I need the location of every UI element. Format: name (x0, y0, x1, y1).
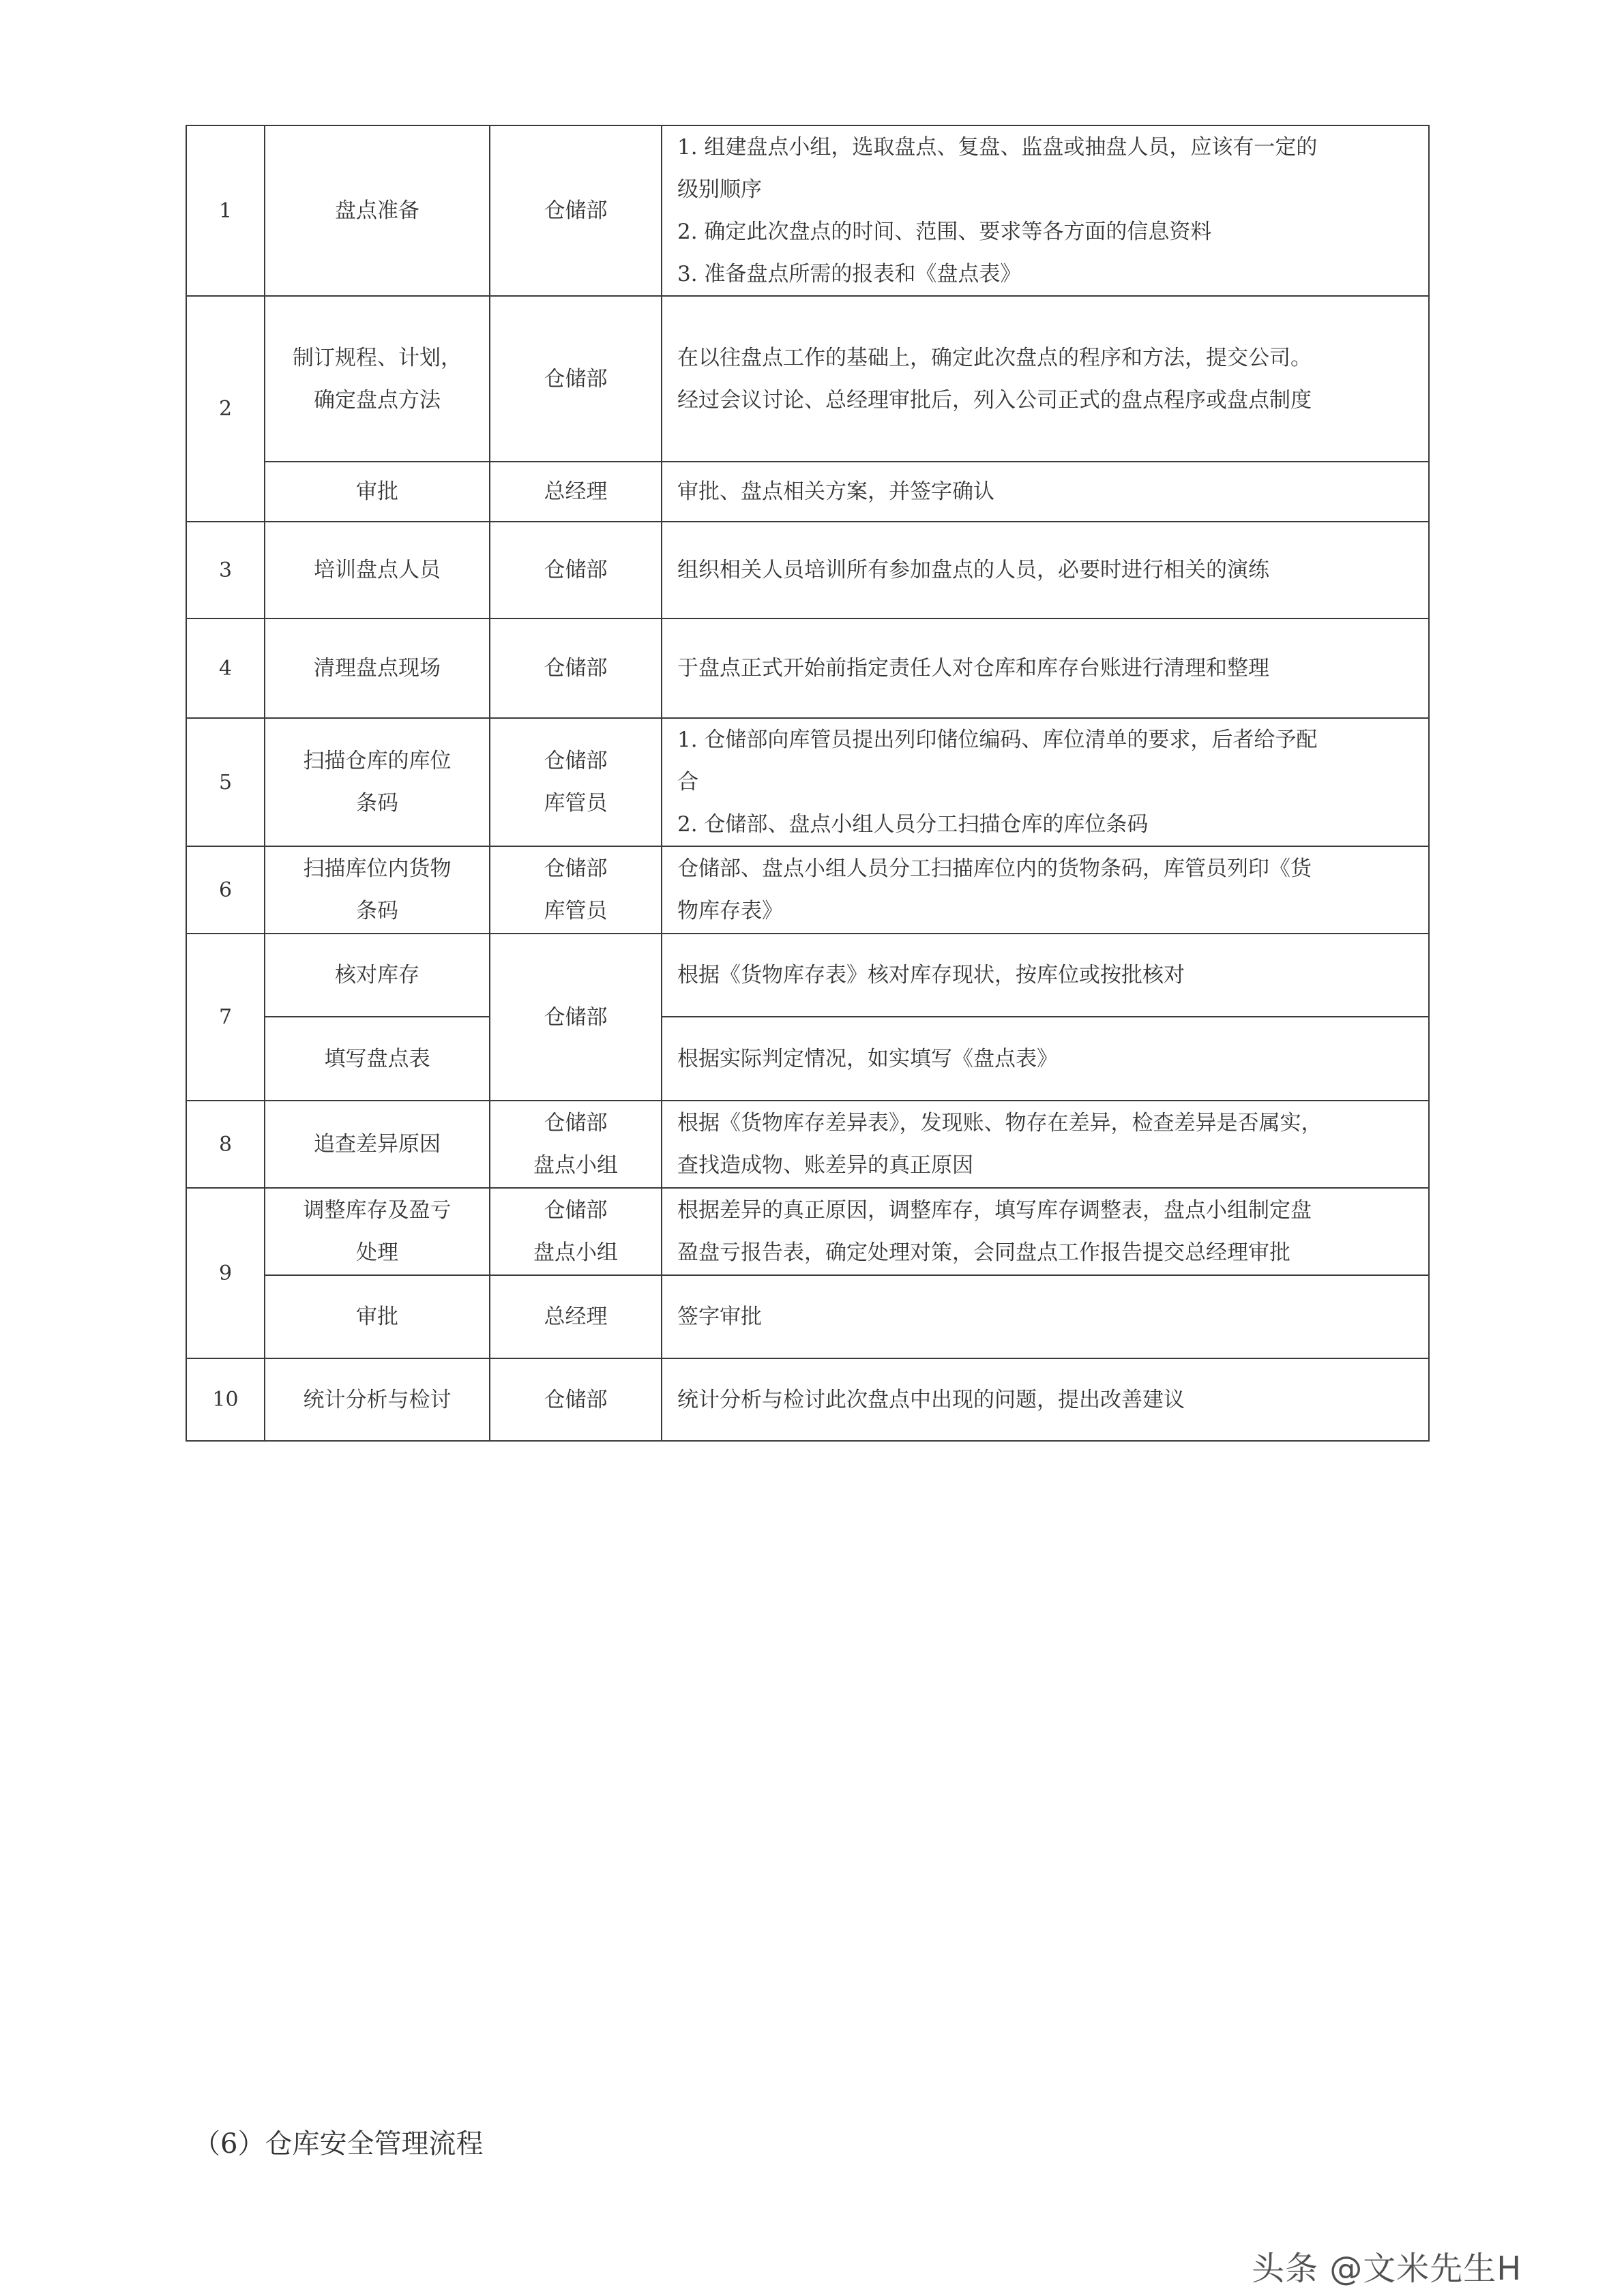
table-row (186, 522, 1429, 618)
step-name (265, 1017, 490, 1101)
dept-line: 仓储部 (544, 856, 608, 881)
table-row (186, 1188, 1429, 1275)
department (490, 1188, 662, 1275)
table-row (186, 1017, 1429, 1101)
dept-line: 仓储部 (544, 1111, 608, 1135)
department (490, 522, 662, 618)
step-name (265, 296, 490, 462)
step-name (265, 125, 490, 296)
desc-line: 2. 仓储部、盘点小组人员分工扫描仓库的库位条码 (677, 812, 1149, 837)
desc-line: 1. 仓储部向库管员提出列印储位编码、库位清单的要求，后者给予配 (677, 728, 1318, 752)
dept-line: 仓储部 (544, 1004, 608, 1030)
department (490, 296, 662, 462)
desc-line: 于盘点正式开始前指定责任人对仓库和库存台账进行清理和整理 (677, 656, 1269, 681)
step-name (265, 1188, 490, 1275)
step-description (662, 618, 1429, 718)
department (490, 1358, 662, 1441)
table-row (186, 1358, 1429, 1441)
dept-line: 库管员 (544, 899, 608, 923)
dept-line: 盘点小组 (533, 1153, 618, 1178)
desc-line: 在以往盘点工作的基础上，确定此次盘点的程序和方法，提交公司。 (677, 345, 1312, 370)
dept-line: 仓储部 (544, 558, 608, 582)
row-number: 6 (186, 846, 265, 934)
desc-line: 物库存表》 (677, 899, 783, 923)
table-row (186, 1101, 1429, 1188)
step-description (662, 296, 1429, 462)
table-row (186, 296, 1429, 462)
row-number: 2 (186, 296, 265, 522)
dept-line: 仓储部 (544, 1198, 608, 1223)
dept-line: 仓储部 (544, 198, 608, 223)
row-number: 3 (186, 522, 265, 618)
step-name (265, 462, 490, 522)
desc-line: 组织相关人员培训所有参加盘点的人员，必要时进行相关的演练 (677, 558, 1269, 582)
step-description (662, 522, 1429, 618)
department (490, 125, 662, 296)
row-number: 10 (186, 1358, 265, 1441)
desc-line: 根据实际判定情况，如实填写《盘点表》 (677, 1046, 1058, 1071)
step-name (265, 1275, 490, 1358)
step-line: 条码 (356, 899, 398, 923)
dept-line: 总经理 (544, 1304, 608, 1329)
step-line: 处理 (356, 1240, 398, 1265)
department (490, 1275, 662, 1358)
step-description (662, 1275, 1429, 1358)
step-line: 条码 (356, 791, 398, 816)
step-line: 审批 (356, 1304, 398, 1329)
desc-line: 根据《货物库存表》核对库存现状，按库位或按批核对 (677, 963, 1185, 987)
table-row (186, 125, 1429, 296)
row-number: 9 (186, 1188, 265, 1358)
step-description (662, 1101, 1429, 1188)
dept-line: 总经理 (544, 479, 608, 504)
desc-line: 3. 准备盘点所需的报表和《盘点表》 (677, 262, 1022, 286)
table-row (186, 462, 1429, 522)
desc-line: 1. 组建盘点小组，选取盘点、复盘、监盘或抽盘人员，应该有一定的 (677, 135, 1318, 160)
step-name (265, 618, 490, 718)
dept-line: 仓储部 (544, 1387, 608, 1412)
step-name (265, 934, 490, 1017)
desc-line: 仓储部、盘点小组人员分工扫描库位内的货物条码，库管员列印《货 (677, 856, 1312, 881)
row-number: 8 (186, 1101, 265, 1188)
step-name (265, 718, 490, 846)
table-row (186, 618, 1429, 718)
step-description (662, 462, 1429, 522)
section-heading: （6）仓库安全管理流程 (193, 2128, 484, 2160)
desc-line: 查找造成物、账差异的真正原因 (677, 1153, 973, 1178)
step-description (662, 1017, 1429, 1101)
row-number: 4 (186, 618, 265, 718)
department (490, 1101, 662, 1188)
table-row (186, 846, 1429, 934)
row-number: 5 (186, 718, 265, 846)
desc-line: 统计分析与检讨此次盘点中出现的问题，提出改善建议 (677, 1387, 1185, 1412)
department (490, 718, 662, 846)
dept-line: 仓储部 (544, 366, 608, 391)
step-line: 追查差异原因 (314, 1132, 441, 1157)
dept-line: 仓储部 (544, 656, 608, 681)
inventory-count-table (186, 125, 1430, 1442)
desc-line: 根据差异的真正原因，调整库存，填写库存调整表，盘点小组制定盘 (677, 1198, 1312, 1223)
department (490, 462, 662, 522)
department (490, 934, 662, 1101)
step-line: 统计分析与检讨 (303, 1387, 452, 1412)
desc-line: 级别顺序 (677, 177, 762, 202)
step-description (662, 125, 1429, 296)
step-line: 培训盘点人员 (314, 558, 441, 582)
step-name (265, 1358, 490, 1441)
step-name (265, 522, 490, 618)
step-description (662, 846, 1429, 934)
desc-line: 经过会议讨论、总经理审批后，列入公司正式的盘点程序或盘点制度 (677, 387, 1312, 413)
table-row (186, 1275, 1429, 1358)
step-line: 盘点准备 (335, 198, 419, 223)
step-description (662, 718, 1429, 846)
desc-line: 盈盘亏报告表，确定处理对策，会同盘点工作报告提交总经理审批 (677, 1240, 1290, 1265)
dept-line: 库管员 (544, 791, 608, 816)
step-description (662, 1358, 1429, 1441)
step-description (662, 1188, 1429, 1275)
department (490, 618, 662, 718)
department (490, 846, 662, 934)
step-description (662, 934, 1429, 1017)
step-line: 清理盘点现场 (314, 656, 441, 681)
dept-line: 盘点小组 (533, 1240, 618, 1265)
step-line: 确定盘点方法 (314, 387, 441, 413)
step-name (265, 846, 490, 934)
dept-line: 仓储部 (544, 749, 608, 773)
step-line: 扫描仓库的库位 (303, 749, 452, 773)
step-line: 审批 (356, 479, 398, 504)
row-number: 7 (186, 934, 265, 1101)
row-number: 1 (186, 125, 265, 296)
step-line: 调整库存及盈亏 (303, 1198, 452, 1223)
desc-line: 根据《货物库存差异表》，发现账、物存在差异，检查差异是否属实， (677, 1111, 1323, 1135)
desc-line: 签字审批 (677, 1304, 762, 1329)
step-line: 扫描库位内货物 (303, 856, 452, 881)
step-line: 填写盘点表 (324, 1046, 430, 1071)
step-line: 制订规程、计划， (293, 345, 462, 370)
watermark: 头条 @文米先生H (1252, 2250, 1522, 2288)
desc-line: 2. 确定此次盘点的时间、范围、要求等各方面的信息资料 (677, 220, 1212, 244)
desc-line: 审批、盘点相关方案，并签字确认 (677, 479, 994, 504)
step-line: 核对库存 (335, 963, 419, 987)
table-row (186, 718, 1429, 846)
desc-line: 合 (677, 770, 698, 794)
step-name (265, 1101, 490, 1188)
table-row (186, 934, 1429, 1017)
